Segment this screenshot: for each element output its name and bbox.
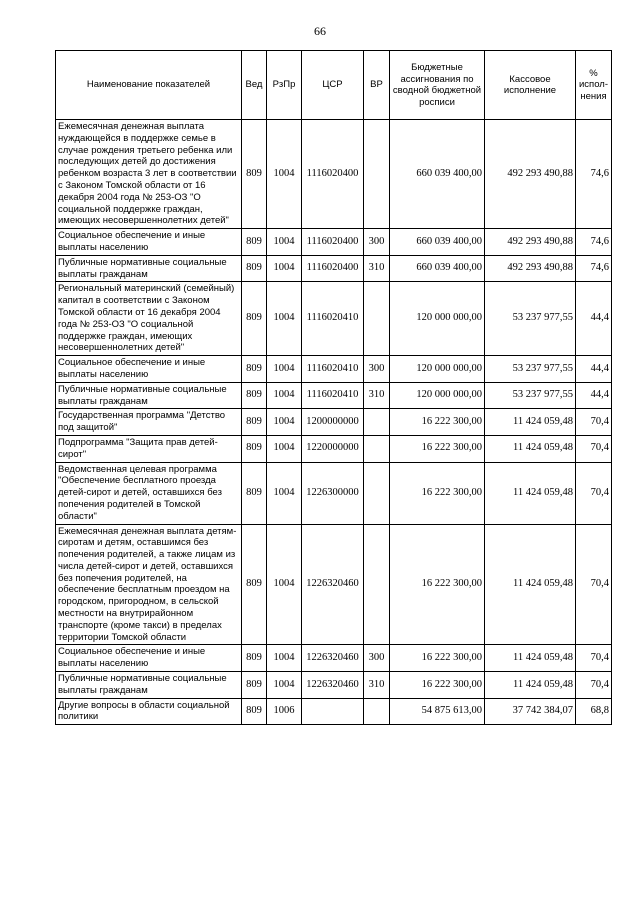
cell-vr: 300 xyxy=(364,645,390,672)
cell-rzpr: 1004 xyxy=(267,120,302,229)
cell-cash: 11 424 059,48 xyxy=(485,409,576,436)
page-number: 66 xyxy=(314,24,326,38)
cell-vr xyxy=(364,435,390,462)
table-row xyxy=(56,229,612,256)
cell-percent: 70,4 xyxy=(576,409,612,436)
cell-rzpr: 1004 xyxy=(267,672,302,699)
cell-name: Ежемесячная денежная выплата детям-сиротам и детям, оставшимся без попечения родителей, а также лицам из числа детей-сирот и детей, оставшихся без попечения родителей, на обеспечение бесплатным проездом на городском, пригородном, в сельской местности на внутрирайонном транспорте (кроме такси) в пределах территории Томской области xyxy=(56,524,242,645)
table-header-row xyxy=(56,51,612,120)
cell-percent: 70,4 xyxy=(576,462,612,524)
cell-cash: 37 742 384,07 xyxy=(485,698,576,725)
cell-csr: 1226320460 xyxy=(302,645,364,672)
cell-budget: 16 222 300,00 xyxy=(390,409,485,436)
cell-cash: 11 424 059,48 xyxy=(485,524,576,645)
cell-cash: 11 424 059,48 xyxy=(485,462,576,524)
table-row xyxy=(56,356,612,383)
cell-csr xyxy=(302,698,364,725)
cell-cash: 492 293 490,88 xyxy=(485,255,576,282)
cell-vr: 310 xyxy=(364,382,390,409)
cell-name: Региональный материнский (семейный) капитал в соответствии с Законом Томской области от 16 декабря 2004 года № 253-ОЗ "О социальной поддержке граждан, имеющих несовершеннолетних детей" xyxy=(56,282,242,356)
cell-percent: 70,4 xyxy=(576,645,612,672)
cell-cash: 492 293 490,88 xyxy=(485,120,576,229)
cell-percent: 74,6 xyxy=(576,120,612,229)
cell-vr: 310 xyxy=(364,672,390,699)
cell-ved: 809 xyxy=(242,698,267,725)
cell-rzpr: 1004 xyxy=(267,255,302,282)
cell-ved: 809 xyxy=(242,255,267,282)
cell-budget: 120 000 000,00 xyxy=(390,356,485,383)
cell-percent: 70,4 xyxy=(576,435,612,462)
cell-ved: 809 xyxy=(242,462,267,524)
cell-name: Ведомственная целевая программа "Обеспечение бесплатного проезда детей-сирот и детей, оставшихся без попечения родителей в Томской области" xyxy=(56,462,242,524)
cell-csr: 1116020400 xyxy=(302,229,364,256)
cell-rzpr: 1004 xyxy=(267,282,302,356)
cell-rzpr: 1004 xyxy=(267,229,302,256)
cell-percent: 70,4 xyxy=(576,672,612,699)
cell-rzpr: 1004 xyxy=(267,462,302,524)
cell-csr: 1116020410 xyxy=(302,356,364,383)
cell-budget: 16 222 300,00 xyxy=(390,524,485,645)
cell-name: Ежемесячная денежная выплата нуждающейся в поддержке семье в случае рождения третьего ребенка или последующих детей до достижения ребенком возраста 3 лет в соответствии с Законом Томской области от 16 декабря 2004 года № 253-ОЗ "О социальной поддержке граждан, имеющих несовершеннолетних детей" xyxy=(56,120,242,229)
cell-cash: 11 424 059,48 xyxy=(485,672,576,699)
header-vr: ВР xyxy=(364,51,390,120)
cell-percent: 44,4 xyxy=(576,356,612,383)
cell-vr xyxy=(364,698,390,725)
header-budget: Бюджетные ассигнования по сводной бюджетной росписи xyxy=(390,51,485,120)
cell-csr: 1116020410 xyxy=(302,382,364,409)
cell-ved: 809 xyxy=(242,524,267,645)
cell-budget: 660 039 400,00 xyxy=(390,229,485,256)
header-ved: Вед xyxy=(242,51,267,120)
cell-ved: 809 xyxy=(242,645,267,672)
table-row xyxy=(56,282,612,356)
cell-vr xyxy=(364,462,390,524)
cell-vr: 300 xyxy=(364,229,390,256)
cell-ved: 809 xyxy=(242,382,267,409)
cell-csr: 1116020400 xyxy=(302,255,364,282)
cell-csr: 1200000000 xyxy=(302,409,364,436)
cell-rzpr: 1004 xyxy=(267,645,302,672)
cell-cash: 11 424 059,48 xyxy=(485,435,576,462)
header-cash: Кассовое исполнение xyxy=(485,51,576,120)
cell-csr: 1220000000 xyxy=(302,435,364,462)
cell-name: Государственная программа "Детство под защитой" xyxy=(56,409,242,436)
table-row xyxy=(56,435,612,462)
cell-budget: 16 222 300,00 xyxy=(390,462,485,524)
cell-rzpr: 1006 xyxy=(267,698,302,725)
cell-csr: 1226300000 xyxy=(302,462,364,524)
cell-vr: 300 xyxy=(364,356,390,383)
table-row xyxy=(56,255,612,282)
cell-rzpr: 1004 xyxy=(267,435,302,462)
header-csr: ЦСР xyxy=(302,51,364,120)
cell-budget: 16 222 300,00 xyxy=(390,672,485,699)
table-row xyxy=(56,698,612,725)
cell-budget: 120 000 000,00 xyxy=(390,382,485,409)
cell-budget: 120 000 000,00 xyxy=(390,282,485,356)
cell-cash: 53 237 977,55 xyxy=(485,356,576,383)
cell-rzpr: 1004 xyxy=(267,409,302,436)
cell-csr: 1116020410 xyxy=(302,282,364,356)
cell-percent: 44,4 xyxy=(576,382,612,409)
cell-vr xyxy=(364,409,390,436)
cell-csr: 1226320460 xyxy=(302,524,364,645)
cell-budget: 16 222 300,00 xyxy=(390,645,485,672)
table-row xyxy=(56,462,612,524)
cell-rzpr: 1004 xyxy=(267,524,302,645)
cell-rzpr: 1004 xyxy=(267,382,302,409)
cell-percent: 74,6 xyxy=(576,255,612,282)
budget-table xyxy=(55,50,612,725)
cell-name: Другие вопросы в области социальной политики xyxy=(56,698,242,725)
cell-vr: 310 xyxy=(364,255,390,282)
cell-ved: 809 xyxy=(242,229,267,256)
cell-budget: 660 039 400,00 xyxy=(390,120,485,229)
cell-percent: 68,8 xyxy=(576,698,612,725)
cell-cash: 53 237 977,55 xyxy=(485,382,576,409)
cell-csr: 1226320460 xyxy=(302,672,364,699)
cell-name: Социальное обеспечение и иные выплаты населению xyxy=(56,229,242,256)
cell-cash: 492 293 490,88 xyxy=(485,229,576,256)
cell-ved: 809 xyxy=(242,672,267,699)
table-row xyxy=(56,672,612,699)
header-percent: % испол-нения xyxy=(576,51,612,120)
cell-ved: 809 xyxy=(242,282,267,356)
cell-budget: 660 039 400,00 xyxy=(390,255,485,282)
header-name: Наименование показателей xyxy=(56,51,242,120)
cell-cash: 53 237 977,55 xyxy=(485,282,576,356)
cell-name: Социальное обеспечение и иные выплаты населению xyxy=(56,356,242,383)
cell-name: Социальное обеспечение и иные выплаты населению xyxy=(56,645,242,672)
cell-name: Подпрограмма "Защита прав детей-сирот" xyxy=(56,435,242,462)
table-body xyxy=(56,120,612,725)
cell-ved: 809 xyxy=(242,120,267,229)
cell-name: Публичные нормативные социальные выплаты гражданам xyxy=(56,382,242,409)
cell-percent: 70,4 xyxy=(576,524,612,645)
cell-name: Публичные нормативные социальные выплаты гражданам xyxy=(56,672,242,699)
table-row xyxy=(56,645,612,672)
cell-percent: 74,6 xyxy=(576,229,612,256)
table-row xyxy=(56,524,612,645)
cell-rzpr: 1004 xyxy=(267,356,302,383)
cell-vr xyxy=(364,524,390,645)
cell-cash: 11 424 059,48 xyxy=(485,645,576,672)
cell-csr: 1116020400 xyxy=(302,120,364,229)
cell-ved: 809 xyxy=(242,356,267,383)
cell-name: Публичные нормативные социальные выплаты гражданам xyxy=(56,255,242,282)
cell-ved: 809 xyxy=(242,435,267,462)
table-row xyxy=(56,120,612,229)
cell-vr xyxy=(364,282,390,356)
cell-budget: 16 222 300,00 xyxy=(390,435,485,462)
header-rzpr: РзПр xyxy=(267,51,302,120)
table-row xyxy=(56,409,612,436)
cell-budget: 54 875 613,00 xyxy=(390,698,485,725)
cell-ved: 809 xyxy=(242,409,267,436)
table-row xyxy=(56,382,612,409)
cell-percent: 44,4 xyxy=(576,282,612,356)
cell-vr xyxy=(364,120,390,229)
